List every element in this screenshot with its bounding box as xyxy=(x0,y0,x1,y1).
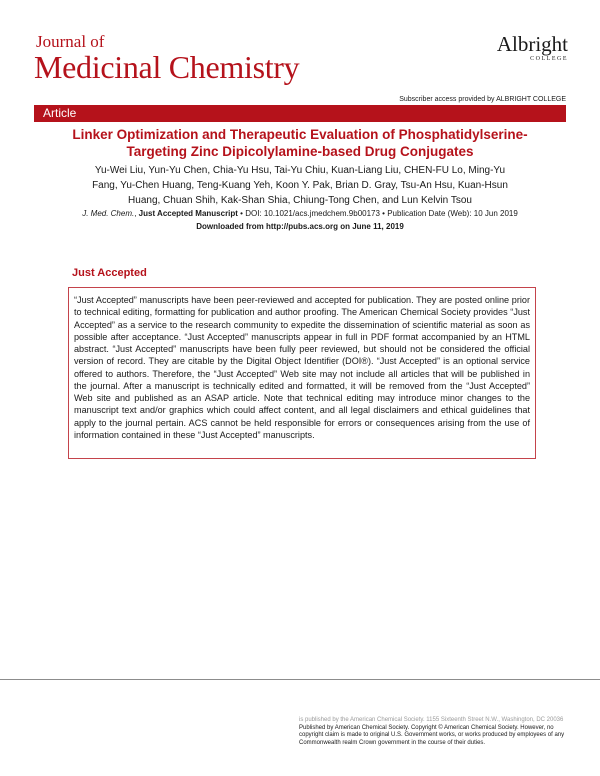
journal-title-line1: Journal of xyxy=(36,32,105,51)
article-title: Linker Optimization and Therapeutic Evaluation of Phosphatidylserine-Targeting Zinc Dipicolylamine-based Drug Conjugates xyxy=(72,127,528,159)
access-note: Subscriber access provided by ALBRIGHT COLLEGE xyxy=(399,96,566,103)
just-accepted-notice: “Just Accepted” manuscripts have been peer-reviewed and accepted for publication. They are posted online prior to technical editing, formatting for publication and author proofing. The American Chemical Society provides “Just Accepted” as a service to the research community to expedite the dissemination of scientific material as soon as possible after acceptance. “Just Accepted” manuscripts appear in full in PDF format accompanied by an HTML abstract. “Just Accepted” manuscripts have been fully peer reviewed, but should not be considered the official version of record. They are citable by the Digital Object Identifier (DOI®). “Just Accepted” is an optional service offered to authors. Therefore, the “Just Accepted” Web site may not include all articles that will be published in the journal. After a manuscript is technically edited and formatted, it will be removed from the “Just Accepted” Web site and published as an ASAP article. Note that technical editing may introduce minor changes to the manuscript text and/or graphics which could affect content, and all legal disclaimers and ethical guidelines that apply to the journal pertain. ACS cannot be held responsible for errors or consequences arising from the use of information contained in these “Just Accepted” manuscripts. xyxy=(68,287,536,459)
publisher-footer xyxy=(299,717,571,747)
citation-status: Just Accepted Manuscript xyxy=(138,209,238,218)
footer-divider xyxy=(0,679,600,680)
copyright-notice: Published by American Chemical Society. Copyright © American Chemical Society. However, no copyright claim is made to original U.S. Government works, or works produced by employees of any Commonwealth realm Crown government in the course of their duties. xyxy=(299,724,565,746)
article-type-bar xyxy=(34,105,566,122)
just-accepted-heading: Just Accepted xyxy=(72,267,147,279)
institution-name: Albright xyxy=(496,32,568,56)
institution-logo xyxy=(497,34,568,62)
institution-subtitle: COLLEGE xyxy=(530,56,568,62)
citation-journal: J. Med. Chem. xyxy=(82,209,135,218)
download-note: Downloaded from http://pubs.acs.org on June 11, 2019 xyxy=(196,222,404,231)
citation-line: J. Med. Chem., Just Accepted Manuscript • DOI: 10.1021/acs.jmedchem.9b00173 • Publication Date (Web): 10 Jun 2019 xyxy=(82,209,518,218)
journal-title: Medicinal Chemistry xyxy=(34,49,300,85)
author-list: Yu-Wei Liu, Yun-Yu Chen, Chia-Yu Hsu, Tai-Yu Chiu, Kuan-Liang Liu, CHEN-FU Lo, Ming-Yu Fang, Yu-Chen Huang, Teng-Kuang Yeh, Koon Y. Pak, Brian D. Gray, Tsu-An Hsu, Kuan-Hsun Huang, Chuan Shih, Kak-Shan Shia, Chiung-Tong Chen, and Lun Kelvin Tsou xyxy=(92,165,508,206)
citation-details: • DOI: 10.1021/acs.jmedchem.9b00173 • Publication Date (Web): 10 Jun 2019 xyxy=(237,209,518,218)
article-type-label: Article xyxy=(43,106,77,120)
publisher-address: is published by the American Chemical Society. 1155 Sixteenth Street N.W., Washington, DC 20036 xyxy=(299,717,564,723)
